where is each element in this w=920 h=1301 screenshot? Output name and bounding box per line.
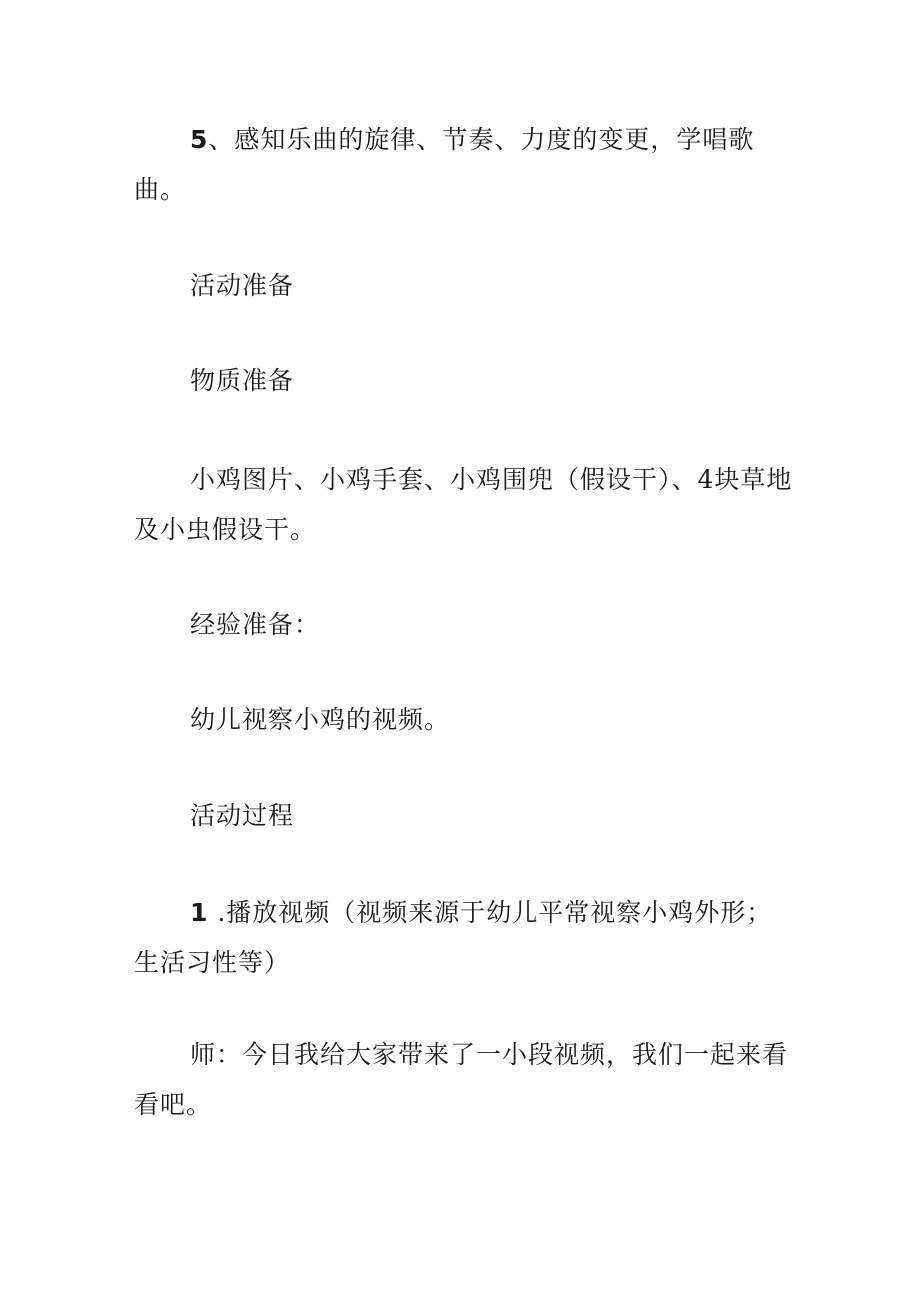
paragraph-text: 幼儿视察小鸡的视频。 [190,705,451,734]
paragraph-materials [134,455,794,555]
heading-experience-preparation [134,600,794,650]
paragraph-experience [134,695,794,745]
heading-material-preparation [134,356,794,406]
heading-text: 活动过程 [190,801,295,830]
heading-activity-process [134,791,794,841]
paragraph-number: 5 [190,125,209,154]
paragraph-text: 、感知乐曲的旋律、节奏、力度的变更，学唱歌曲。 [134,125,755,204]
paragraph-step-1 [134,888,794,988]
paragraph-text: 师：今日我给大家带来了一小段视频，我们一起来看看吧。 [134,1040,789,1119]
heading-text: 活动准备 [190,271,295,300]
paragraph-text: .播放视频（视频来源于幼儿平常视察小鸡外形；生活习性等） [134,898,773,977]
paragraph-number: 1 [190,898,209,927]
paragraph-objective-5 [134,115,794,215]
heading-text: 经验准备： [190,610,321,639]
paragraph-teacher-speech [134,1030,794,1130]
heading-activity-preparation [134,261,794,311]
heading-text: 物质准备 [190,366,295,395]
paragraph-text: 小鸡图片、小鸡手套、小鸡围兜（假设干）、4块草地及小虫假设干。 [134,465,793,544]
